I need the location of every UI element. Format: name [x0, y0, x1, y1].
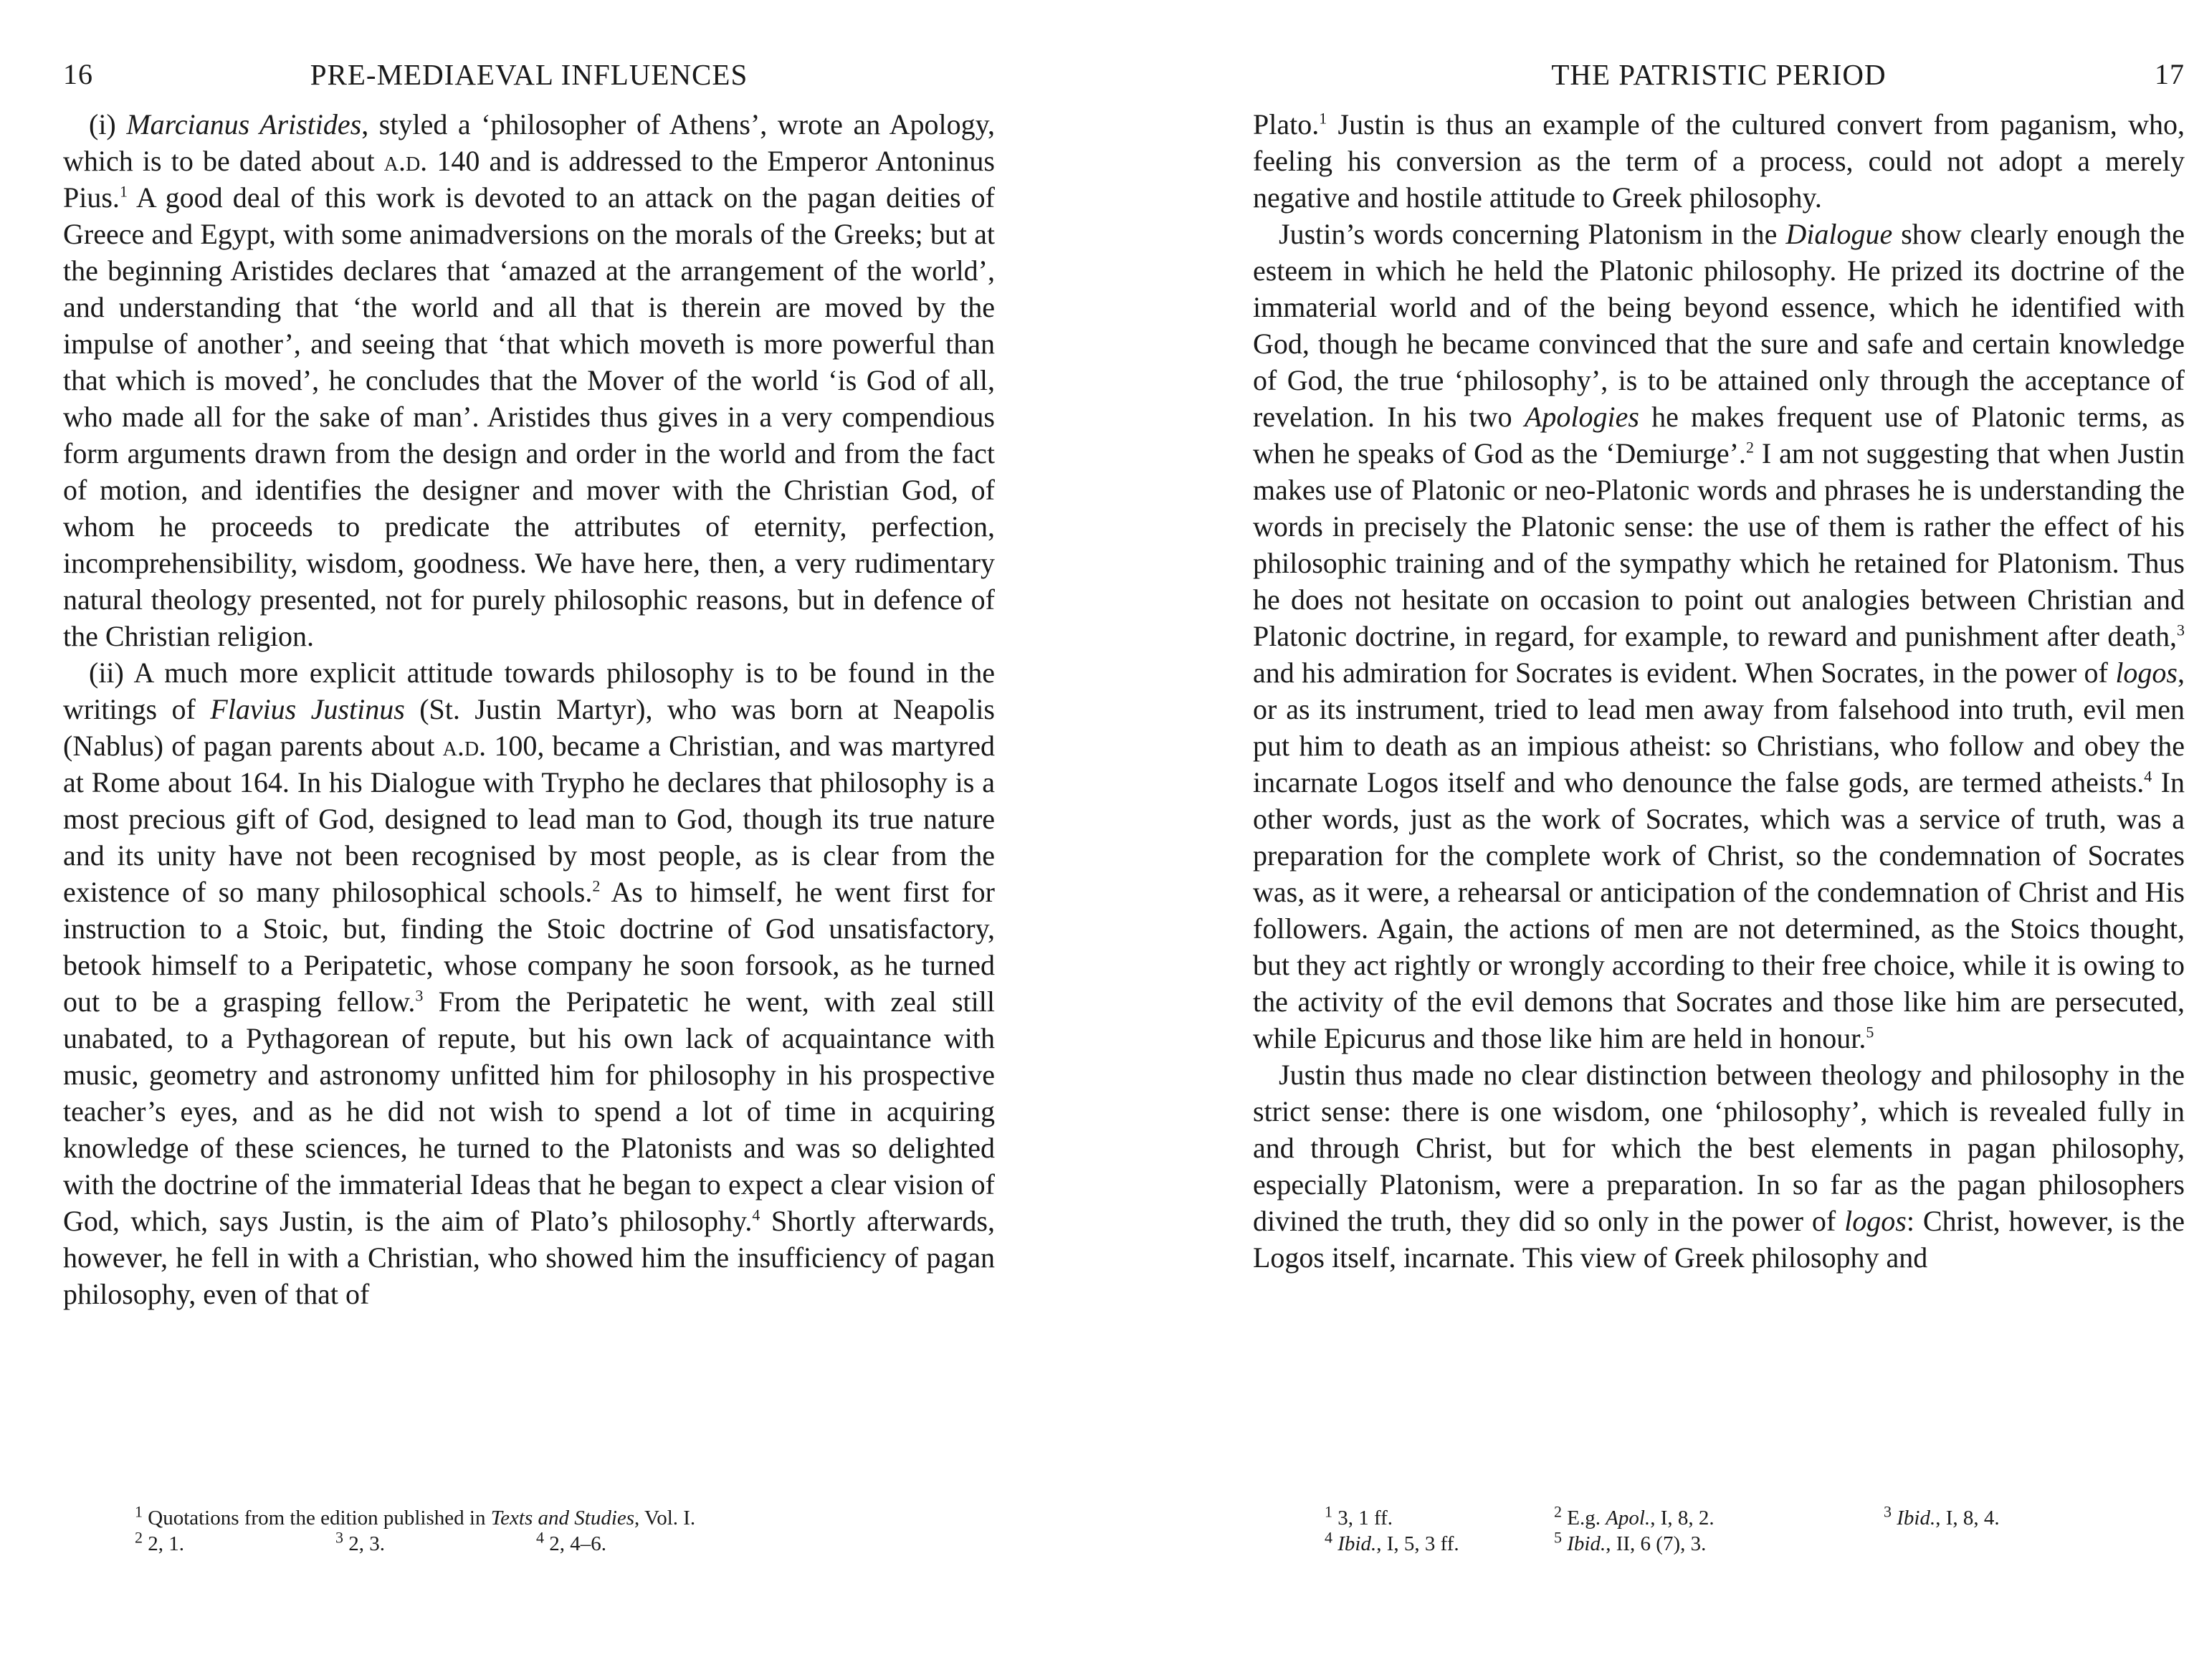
italic-text: Apologies — [1524, 401, 1639, 433]
paragraph-platonism: Justin’s words concerning Platonism in the Dialogue show clearly enough the esteem in which he held the Platonic philosophy. He prized its doctrine of the immaterial world and of the being beyond essence, which he identified with God, though he became convinced that the sure and safe and certain knowledge of God, the true ‘philosophy’, is to be attained only through the acceptance of revelation. In his two Apologies he makes frequent use of Platonic terms, as when he speaks of God as the ‘Demiurge’.$^2$ I am not suggesting that when Justin makes use of Platonic or neo-Platonic words and phrases he is understanding the words in precisely the Platonic sense: the use of them is rather the effect of his philosophic training and of the sympathy which he retained for Platonism. Thus he does not hesitate on occasion to point out analogies between Christian and Platonic doctrine, in regard, for example, to reward and punishment after death,$^3$ and his admiration for Socrates is evident. When Socrates, in the power of logos, or as its instrument, tried to lead men away from falsehood into truth, evil men put him to death as an impious atheist: so Christians, who follow and obey the incarnate Logos itself and who denounce the false gods, are termed atheists.$^4$ In other words, just as the work of Socrates, which was a service of truth, was a preparation for the complete work of Christ, so the condemnation of Socrates was, as it were, a rehearsal or anticipation of the condemnation of Christ and His followers. Again, the actions of men are not determined, as the Stoics thought, but they act rightly or wrongly according to their free choice, while it is owing to the activity of the evil demons that Socrates and those like him are persecuted, while Epicurus and those like him are held in honour.$^5$ — [1253, 218, 2185, 1054]
small-caps-text: a.d. — [383, 145, 428, 177]
footnote-marker: 4 — [2144, 767, 2152, 786]
left-footnotes — [135, 1502, 959, 1557]
footnote-marker: 3 — [1884, 1502, 1892, 1521]
footnote-2: $^2$ E.g. Apol., I, 8, 2. — [1554, 1502, 1715, 1529]
footnote-marker: 5 — [1554, 1528, 1562, 1547]
running-title: PRE-MEDIAEVAL INFLUENCES — [310, 58, 748, 91]
italic-text: Marcianus Aristides — [126, 108, 362, 140]
footnote-marker: 4 — [536, 1528, 544, 1547]
italic-text: logos — [1844, 1205, 1907, 1237]
running-head — [1253, 50, 2185, 100]
running-title: THE PATRISTIC PERIOD — [1551, 58, 1887, 91]
footnote-marker: 1 — [1319, 109, 1327, 128]
footnote-marker: 3 — [415, 986, 424, 1005]
body-text — [1253, 106, 2185, 1276]
footnote-row-2 — [135, 1528, 959, 1557]
italic-text: Texts and Studies — [490, 1507, 635, 1529]
footnote-marker: 3 — [2177, 621, 2185, 639]
footnote-row-2 — [1325, 1528, 2149, 1557]
paragraph-continuation: Plato.$^1$ Justin is thus an example of the cultured convert from paganism, who, feeling his conversion as the term of a process, could not adopt a merely negative and hostile attitude to Greek philosophy. — [1253, 108, 2185, 214]
footnote-marker: 4 — [1325, 1528, 1332, 1547]
page-number: 17 — [2155, 58, 2185, 90]
footnote-marker: 4 — [752, 1206, 760, 1224]
italic-text: Ibid. — [1897, 1507, 1936, 1529]
italic-text: Flavius Justinus — [210, 693, 405, 725]
footnote-3: $^3$ Ibid., I, 8, 4. — [1884, 1502, 2000, 1529]
footnote-row-1 — [1325, 1502, 2149, 1531]
footnote-3: $^3$ 2, 3. — [335, 1528, 385, 1555]
footnote-marker: 2 — [1745, 438, 1754, 457]
footnote-marker: 1 — [119, 182, 128, 201]
running-head — [63, 50, 995, 100]
italic-text: Ibid. — [1337, 1532, 1377, 1555]
italic-text: logos — [2115, 657, 2178, 689]
page-number: 16 — [63, 58, 93, 90]
footnote-marker: 5 — [1866, 1023, 1874, 1041]
paragraph-distinction: Justin thus made no clear distinction between theology and philosophy in the strict sense: there is one wisdom, one ‘philosophy’, which is revealed fully in and through Christ, but for which the best elements in pagan philosophy, especially Platonism, were a preparation. In so far as the pagan philosophers divined the truth, they did so only in the power of logos: Christ, however, is the Logos itself, incarnate. This view of Greek philosophy and — [1253, 1059, 2185, 1274]
footnote-marker: 3 — [335, 1528, 343, 1547]
right-page — [1253, 50, 2185, 1276]
italic-text: Ibid. — [1567, 1532, 1606, 1555]
right-footnotes — [1325, 1502, 2149, 1557]
italic-text: Apol. — [1606, 1507, 1651, 1529]
footnote-marker: 2 — [135, 1528, 143, 1547]
paragraph-aristides: (i) Marcianus Aristides, styled a ‘philosopher of Athens’, wrote an Apology, which is to be dated about a.d. 140 and is addressed to the Emperor Antoninus Pius.$^1$ A good deal of this work is devoted to an attack on the pagan deities of Greece and Egypt, with some animadversions on the morals of the Greeks; but at the beginning Aristides declares that ‘amazed at the arrangement of the world’, and understanding that ‘the world and all that is therein are moved by the impulse of another’, and seeing that ‘that which moveth is more powerful than that which is moved’, he concludes that the Mover of the world ‘is God of all, who made all for the sake of man’. Aristides thus gives in a very compendious form arguments drawn from the design and order in the world and from the fact of motion, and identifies the designer and mover with the Christian God, of whom he proceeds to predicate the attributes of eternity, perfection, incomprehensibility, wisdom, goodness. We have here, then, a very rudimentary natural theology presented, not for purely philosophic reasons, but in defence of the Christian religion. — [63, 108, 995, 652]
footnote-1: $^1$ 3, 1 ff. — [1325, 1502, 1393, 1529]
italic-text: Dialogue — [1785, 218, 1893, 250]
small-caps-text: a.d. — [442, 730, 487, 762]
footnote-4: $^4$ 2, 4–6. — [536, 1528, 606, 1555]
footnote-1: $^1$ Quotations from the edition published in Texts and Studies, Vol. I. — [135, 1502, 696, 1529]
body-text — [63, 106, 995, 1312]
footnote-marker: 1 — [1325, 1502, 1332, 1521]
footnote-4: $^4$ Ibid., I, 5, 3 ff. — [1325, 1528, 1459, 1555]
footnote-marker: 1 — [135, 1502, 143, 1521]
paragraph-justin: (ii) A much more explicit attitude towards philosophy is to be found in the writings of Flavius Justinus (St. Justin Martyr), who was born at Neapolis (Nablus) of pagan parents about a.d. 100, became a Christian, and was martyred at Rome about 164. In his Dialogue with Trypho he declares that philosophy is a most precious gift of God, designed to lead man to God, though its true nature and its unity have not been recognised by most people, as is clear from the existence of so many philosophical schools.$^2$ As to himself, he went first for instruction to a Stoic, but, finding the Stoic doctrine of God unsatisfactory, betook himself to a Peripatetic, whose company he soon forsook, as he turned out to be a grasping fellow.$^3$ From the Peripatetic he went, with zeal still unabated, to a Pythagorean of repute, but his own lack of acquaintance with music, geometry and astronomy unfitted him for philosophy in his prospective teacher’s eyes, and as he did not wish to spend a lot of time in acquiring knowledge of these sciences, he turned to the Platonists and was so delighted with the doctrine of the immaterial Ideas that he began to expect a clear vision of God, which, says Justin, is the aim of Plato’s philosophy.$^4$ Shortly afterwards, however, he fell in with a Christian, who showed him the insufficiency of pagan philosophy, even of that of — [63, 657, 996, 1310]
left-page — [63, 50, 995, 1312]
footnote-marker: 2 — [1554, 1502, 1562, 1521]
footnote-5: $^5$ Ibid., II, 6 (7), 3. — [1554, 1528, 1707, 1555]
footnote-2: $^2$ 2, 1. — [135, 1528, 184, 1555]
footnote-marker: 2 — [592, 877, 601, 895]
